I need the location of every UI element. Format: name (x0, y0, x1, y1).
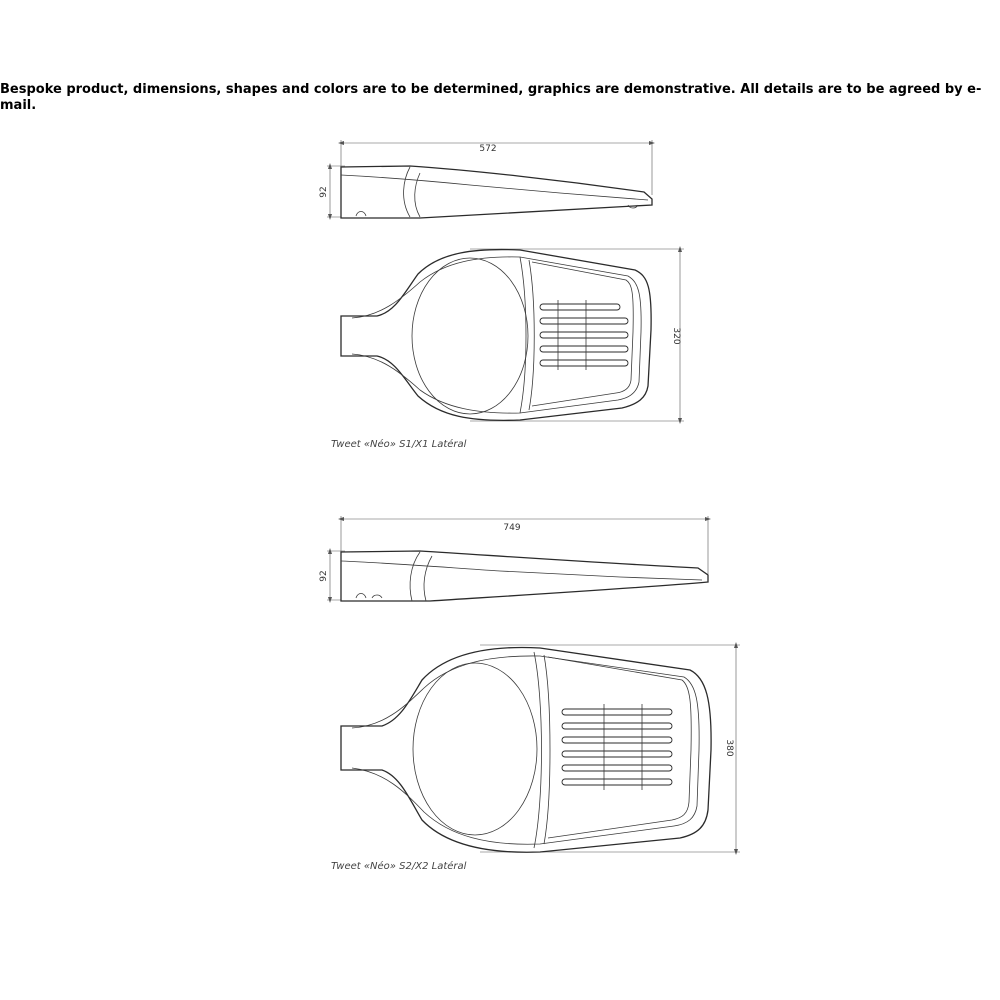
s1-length-label: 572 (479, 144, 497, 154)
s1-side-body (341, 166, 652, 218)
s2-side-body (341, 551, 708, 601)
s1-width-label: 320 (671, 327, 681, 345)
s1-side-view (319, 140, 652, 218)
s2-height-label: 92 (319, 570, 329, 582)
s2-side-view (319, 516, 708, 601)
s1-caption: Tweet «Néo» S1/X1 Latéral (331, 439, 467, 450)
s2-top-view (331, 645, 740, 872)
disclaimer-text: Bespoke product, dimensions, shapes and colors are to be determined, graphics are demonstrative. All details are to be agreed by e-mail. (0, 82, 982, 113)
s2-width-label: 380 (724, 739, 734, 757)
s2-shell-outline (341, 647, 711, 852)
s2-caption: Tweet «Néo» S2/X2 Latéral (331, 861, 467, 872)
s1-height-label: 92 (319, 186, 329, 198)
s1-top-view (331, 249, 684, 450)
s2-length-label: 749 (503, 523, 521, 533)
